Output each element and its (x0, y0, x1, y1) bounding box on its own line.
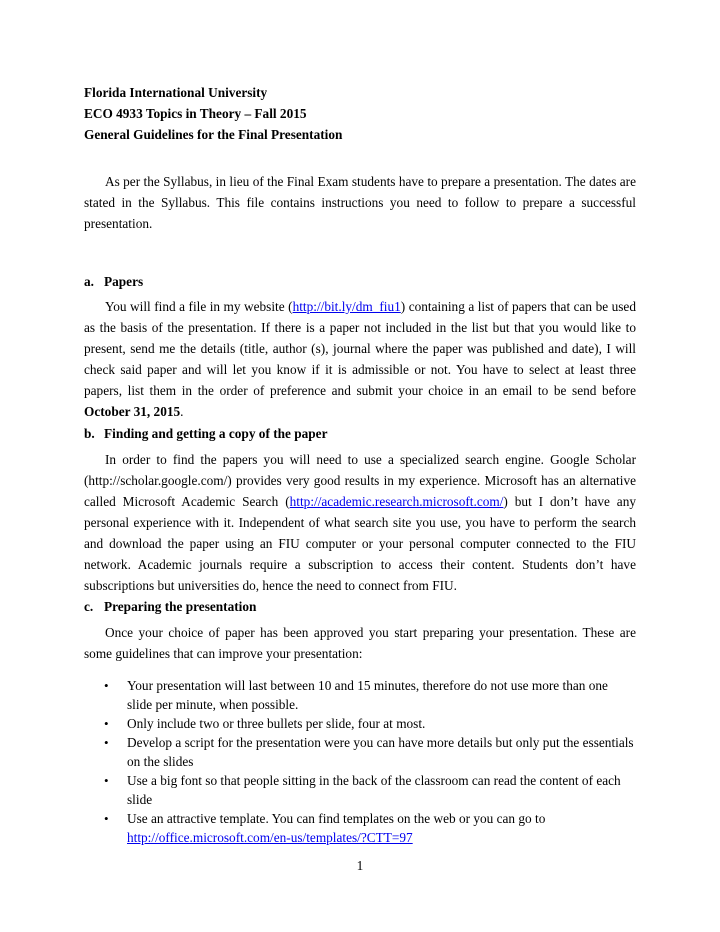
section-b-paragraph (84, 449, 636, 596)
intro-paragraph (84, 171, 636, 234)
section-c-heading (84, 598, 256, 615)
list-item-text: Your presentation will last between 10 and 15 minutes, therefore do not use more than one slide per minute, when possible. (127, 678, 608, 712)
academic-search-link[interactable]: http://academic.research.microsoft.com/ (289, 494, 504, 509)
list-item (84, 771, 636, 809)
list-item-text: Use a big font so that people sitting in the back of the classroom can read the content of each slide (127, 773, 621, 807)
section-b-letter: b. (84, 426, 95, 441)
bullet-icon: • (104, 735, 109, 750)
section-a-title: Papers (104, 274, 144, 289)
bullet-icon: • (104, 773, 109, 788)
list-item (84, 714, 636, 733)
university-name: Florida International University (84, 85, 268, 100)
intro-text: As per the Syllabus, in lieu of the Final Exam students have to prepare a presentation. The dates are stated in the Syllabus. This file contains instructions you need to follow to prepare a successful presentation. (84, 174, 636, 231)
section-a-text-cont: ) containing a list of papers that can be used as the basis of the presentation. If there is a paper not included in the list but that you would like to present, send me the details (title, author (s), journal where the paper was published and date), I will check said paper and will let you know if it is admissible or not. You have to select at least three papers, list them in the order of preference and submit your choice in an email to be send before (84, 299, 636, 398)
section-a-paragraph (84, 296, 636, 422)
page-number: 1 (356, 858, 364, 873)
section-b-text-cont: ) but I don’t have any personal experience with it. Independent of what search site you use, you have to perform the search and download the paper using an FIU computer or your personal computer connected to the FIU network. Academic journals require a subscription to access their content. Students don’t have subscriptions but universities do, hence the need to connect from FIU. (84, 494, 636, 593)
section-b-heading (84, 425, 327, 442)
section-c-letter: c. (84, 599, 94, 614)
section-c-text: Once your choice of paper has been approved you start preparing your presentation. These are some guidelines that can improve your presentation: (84, 625, 636, 661)
templates-link[interactable]: http://office.microsoft.com/en-us/templates/?CTT=97 (127, 830, 413, 845)
guidelines-list (84, 676, 636, 847)
section-b-title: Finding and getting a copy of the paper (104, 426, 328, 441)
section-c-paragraph (84, 622, 636, 664)
bullet-icon: • (104, 678, 109, 693)
list-item-text: Use an attractive template. You can find templates on the web or you can go to (127, 811, 546, 826)
section-a-text: You will find a file in my website ( (105, 299, 293, 314)
bullet-icon: • (104, 716, 109, 731)
section-a-letter: a. (84, 274, 94, 289)
section-c-title: Preparing the presentation (104, 599, 257, 614)
list-item-text: Develop a script for the presentation were you can have more details but only put the essentials on the slides (127, 735, 634, 769)
section-a-end: . (180, 404, 184, 419)
bullet-icon: • (104, 811, 109, 826)
document-title: General Guidelines for the Final Presentation (84, 127, 343, 142)
section-b-text: In order to find the papers you will need to use a specialized search engine. Google Scholar (http://scholar.google.com/) provides very good results in my experience. Microsoft has an alternative called Microsoft Academic Search ( (84, 452, 636, 509)
deadline-date: October 31, 2015 (84, 404, 181, 419)
list-item (84, 733, 636, 771)
section-a-heading (84, 273, 143, 290)
list-item (84, 676, 636, 714)
list-item (84, 809, 636, 847)
website-link[interactable]: http://bit.ly/dm_fiu1 (292, 299, 401, 314)
course-title: ECO 4933 Topics in Theory – Fall 2015 (84, 106, 307, 121)
list-item-text: Only include two or three bullets per slide, four at most. (127, 716, 426, 731)
